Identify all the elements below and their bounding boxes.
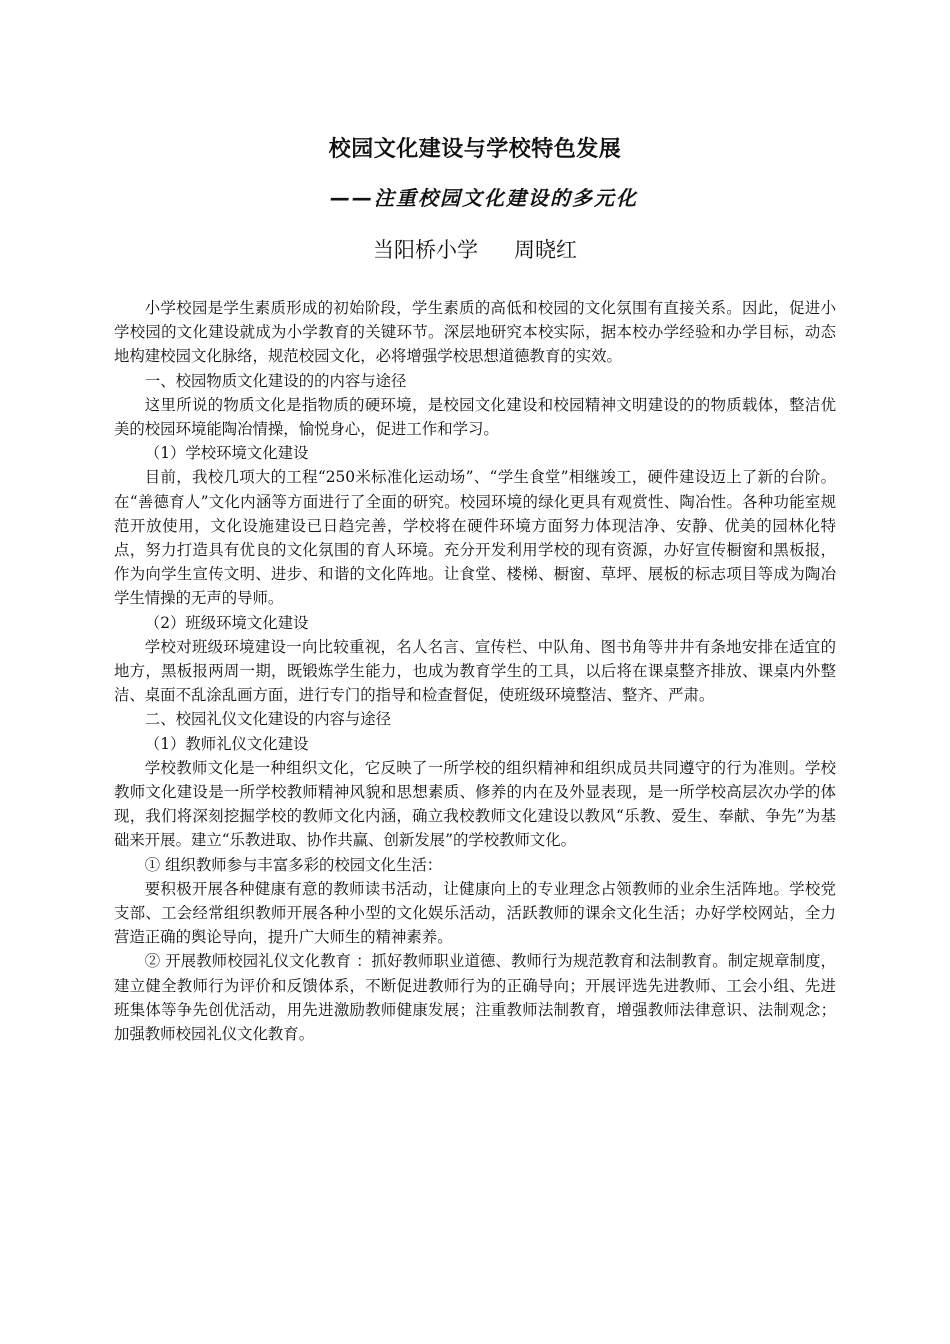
document-title: 校园文化建设与学校特色发展 — [328, 137, 622, 162]
document-body — [114, 296, 836, 1046]
section-heading-2: 二、校园礼仪文化建设的内容与途径 — [144, 710, 392, 729]
author-line — [0, 234, 950, 266]
subsection-heading: （1）教师礼仪文化建设 — [144, 734, 309, 753]
document-subtitle: ——注重校园文化建设的多元化 — [330, 186, 638, 210]
subsection-heading: （1）学校环境文化建设 — [144, 444, 309, 463]
paragraph: 学校教师文化是一种组织文化，它反映了一所学校的组织精神和组织成员共同遵守的行为准则。学校教师文化建设是一所学校教师精神风貌和思想素质、修养的内在及外显表现，是一所学校高层次办学的体现，我们将深刻挖掘学校的教师文化内涵，确立我校教师文化建设以教风“乐教、爱生、奉献、争先”为基础来开展。建立“乐教进取、协作共赢、创新发展”的学校教师文化。 — [114, 758, 836, 850]
section-heading-1: 一、校园物质文化建设的的内容与途径 — [144, 371, 407, 390]
paragraph: 学校对班级环境建设一向比较重视，名人名言、宣传栏、中队角、图书角等井井有条地安排在适宜的地方，黑板报两周一期，既锻炼学生能力，也成为教育学生的工具，以后将在课桌整齐排放、课桌内外整洁、桌面不乱涂乱画方面，进行专门的指导和检查督促，使班级环境整洁、整齐、严肃。 — [114, 637, 836, 705]
paragraph: 要积极开展各种健康有意的教师读书活动，让健康向上的专业理念占领教师的业余生活阵地。学校党支部、工会经常组织教师开展各种小型的文化娱乐活动，活跃教师的课余文化生活；办好学校网站，全力营造正确的舆论导向，提升广大师生的精神素养。 — [114, 879, 836, 947]
author-school: 当阳桥小学 — [373, 238, 478, 262]
list-item-paragraph: ② 开展教师校园礼仪文化教育 ：抓好教师职业道德、教师行为规范教育和法制教育。制定规章制度，建立健全教师行为评价和反馈体系，不断促进教师行为的正确导向；开展评选先进教师、工会小组、先进班集体等争先创优活动，用先进激励教师健康发展；注重教师法制教育，增强教师法律意识、法制观念；加强教师校园礼仪文化教育。 — [114, 952, 836, 1044]
author-name: 周晓红 — [514, 238, 577, 262]
paragraph: 目前，我校几项大的工程“250米标准化运动场”、“学生食堂”相继竣工，硬件建设迈上了新的台阶。在“善德育人”文化内涵等方面进行了全面的研究。校园环境的绿化更具有观赏性、陶冶性。各种功能室规范开放使用，文化设施建设已日趋完善，学校将在硬件环境方面努力体现洁净、安静、优美的园林化特点，努力打造具有优良的文化氛围的育人环境。充分开发利用学校的现有资源，办好宣传橱窗和黑板报，作为向学生宣传文明、进步、和谐的文化阵地。让食堂、楼梯、橱窗、草坪、展板的标志项目等成为陶冶学生情操的无声的导师。 — [114, 468, 836, 608]
paragraph: 这里所说的物质文化是指物质的硬环境，是校园文化建设和校园精神文明建设的的物质载体，整洁优美的校园环境能陶冶情操，愉悦身心，促进工作和学习。 — [114, 395, 836, 439]
subsection-heading: （2）班级环境文化建设 — [144, 613, 309, 632]
list-item-heading: ① 组织教师参与丰富多彩的校园文化生活： — [144, 855, 443, 874]
paragraph-intro: 小学校园是学生素质形成的初始阶段，学生素质的高低和校园的文化氛围有直接关系。因此，促进小学校园的文化建设就成为小学教育的关键环节。深层地研究本校实际，据本校办学经验和办学目标，动态地构建校园文化脉络，规范校园文化，必将增强学校思想道德教育的实效。 — [114, 299, 836, 366]
